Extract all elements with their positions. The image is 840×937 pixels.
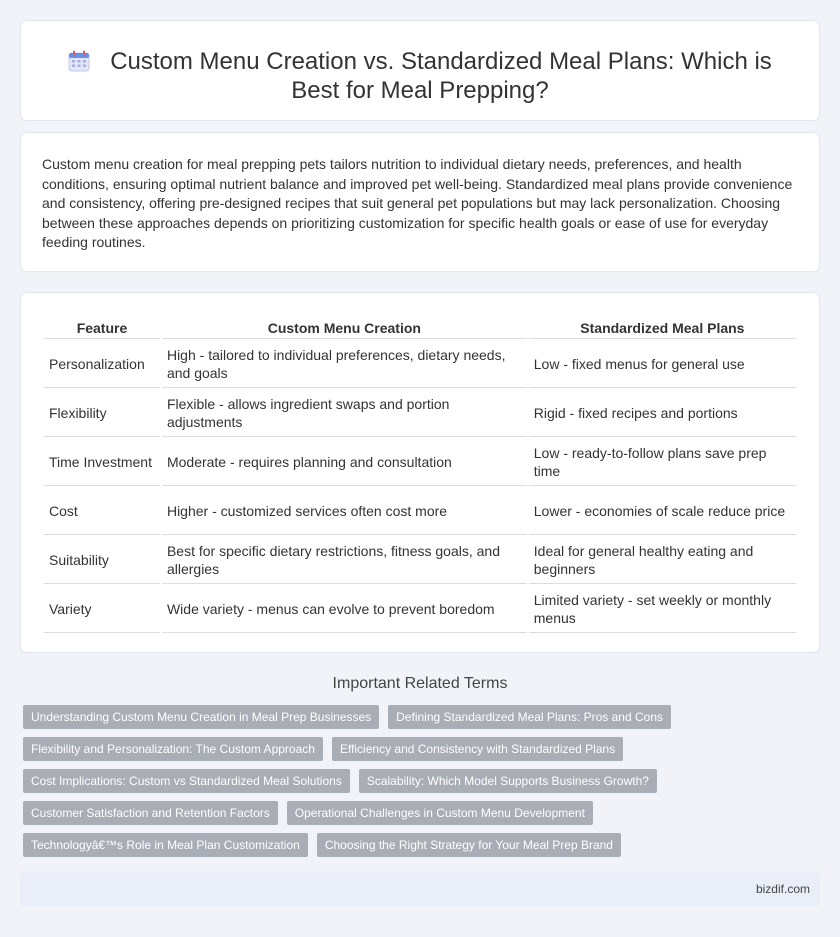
related-term-link[interactable]: Technologyâ€™s Role in Meal Plan Customization <box>23 833 308 857</box>
table-row <box>44 586 796 633</box>
cell-custom: Flexible - allows ingredient swaps and portion adjustments <box>162 390 527 437</box>
header-standard: Standardized Meal Plans <box>529 318 796 339</box>
cell-standard: Limited variety - set weekly or monthly menus <box>529 586 796 633</box>
page-title: Custom Menu Creation vs. Standardized Meal Plans: Which is Best for Meal Prepping? <box>110 48 772 104</box>
cell-custom: Wide variety - menus can evolve to prevent boredom <box>162 586 527 633</box>
site-name[interactable]: bizdif.com <box>755 882 810 896</box>
related-term-link[interactable]: Customer Satisfaction and Retention Factors <box>23 801 278 825</box>
table-row <box>44 341 796 388</box>
cell-custom: High - tailored to individual preferences, dietary needs, and goals <box>162 341 527 388</box>
related-term-link[interactable]: Understanding Custom Menu Creation in Meal Prep Businesses <box>23 705 379 729</box>
related-term-link[interactable]: Operational Challenges in Custom Menu Development <box>287 801 593 825</box>
table-row <box>44 390 796 437</box>
cell-custom: Higher - customized services often cost more <box>162 488 527 535</box>
comparison-card <box>20 292 820 653</box>
related-term-link[interactable]: Flexibility and Personalization: The Custom Approach <box>23 737 323 761</box>
related-terms-heading: Important Related Terms <box>332 675 508 692</box>
cell-custom: Best for specific dietary restrictions, fitness goals, and allergies <box>162 537 527 584</box>
cell-standard: Low - fixed menus for general use <box>529 341 796 388</box>
cell-feature: Suitability <box>44 537 160 584</box>
related-terms-list <box>23 705 813 865</box>
page-title-wrap <box>21 47 819 105</box>
table-row <box>44 537 796 584</box>
tag-row <box>23 737 813 761</box>
header-feature: Feature <box>44 318 160 339</box>
cell-standard: Ideal for general healthy eating and beginners <box>529 537 796 584</box>
related-term-link[interactable]: Efficiency and Consistency with Standardized Plans <box>332 737 623 761</box>
cell-feature: Time Investment <box>44 439 160 486</box>
tag-row <box>23 801 813 825</box>
summary-card <box>20 132 820 272</box>
cell-feature: Personalization <box>44 341 160 388</box>
tag-row <box>23 833 813 857</box>
table-row <box>44 488 796 535</box>
related-term-link[interactable]: Scalability: Which Model Supports Business Growth? <box>359 769 657 793</box>
comparison-table <box>42 316 798 635</box>
title-card <box>20 20 820 121</box>
cell-feature: Flexibility <box>44 390 160 437</box>
cell-standard: Low - ready-to-follow plans save prep time <box>529 439 796 486</box>
cell-feature: Cost <box>44 488 160 535</box>
tag-row <box>23 769 813 793</box>
header-custom: Custom Menu Creation <box>162 318 527 339</box>
cell-feature: Variety <box>44 586 160 633</box>
calendar-icon <box>68 50 90 72</box>
cell-standard: Lower - economies of scale reduce price <box>529 488 796 535</box>
summary-text: Custom menu creation for meal prepping pets tailors nutrition to individual dietary needs, preferences, and health conditions, ensuring optimal nutrient balance and improved pet well-being. Standardized meal plans provide convenience and consistency, offering pre-designed recipes that suit general pet populations but may lack personalization. Choosing between these approaches depends on prioritizing customization for specific health goals or ease of use for everyday feeding routines. <box>42 156 793 251</box>
related-term-link[interactable]: Choosing the Right Strategy for Your Meal Prep Brand <box>317 833 621 857</box>
footer <box>20 872 820 906</box>
cell-custom: Moderate - requires planning and consultation <box>162 439 527 486</box>
tag-row <box>23 705 813 729</box>
table-row <box>44 439 796 486</box>
related-term-link[interactable]: Defining Standardized Meal Plans: Pros and Cons <box>388 705 671 729</box>
related-term-link[interactable]: Cost Implications: Custom vs Standardized Meal Solutions <box>23 769 350 793</box>
table-header-row <box>44 318 796 339</box>
cell-standard: Rigid - fixed recipes and portions <box>529 390 796 437</box>
